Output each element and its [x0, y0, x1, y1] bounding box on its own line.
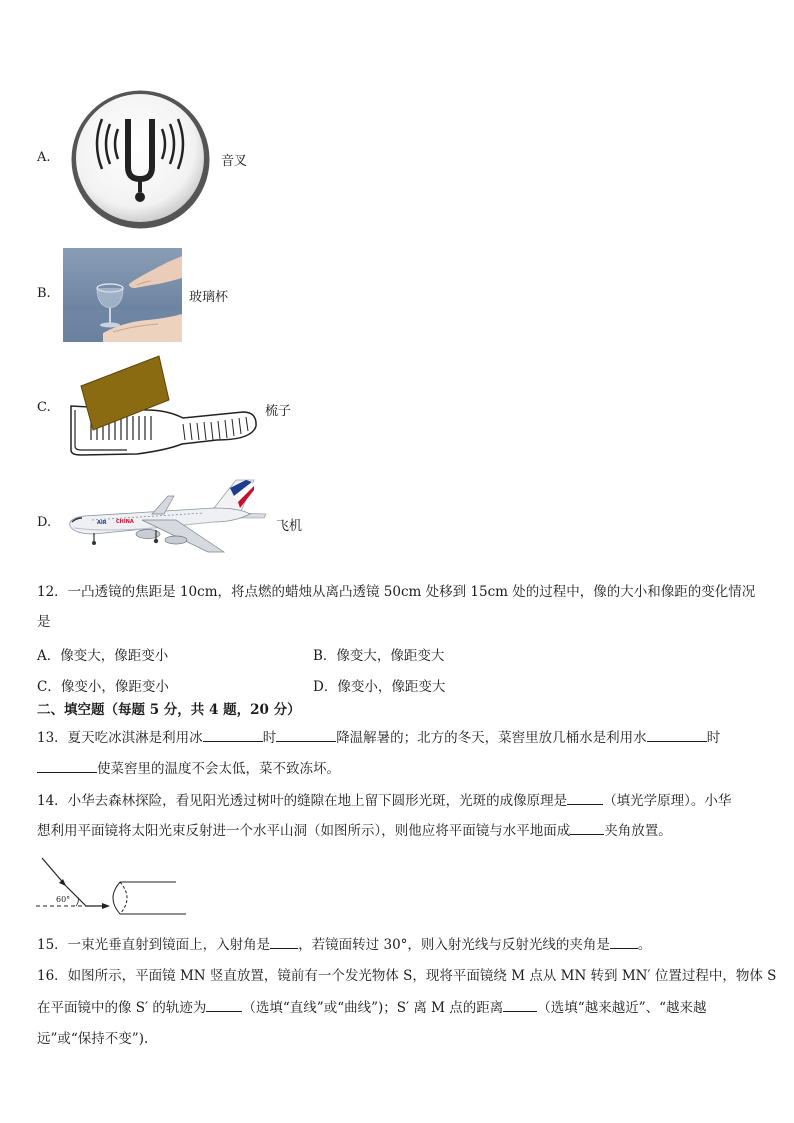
- q14-line2: [37, 820, 672, 841]
- q12-choice-c: C．像变小，像距变小: [37, 679, 169, 695]
- q14-line1: [37, 790, 731, 811]
- wine-glass-photo: [63, 248, 182, 342]
- q15-blank-2[interactable]: [610, 934, 638, 949]
- q12-choice-a: A．像变大，像距变小: [37, 648, 169, 664]
- q13-text-2: 时: [262, 730, 277, 746]
- q13-blank-1[interactable]: [203, 727, 263, 742]
- airplane-photo: [64, 478, 272, 554]
- comb-icon: [67, 354, 259, 458]
- q14-blank-1[interactable]: [567, 790, 603, 805]
- option-b-caption: 玻璃杯: [189, 290, 229, 305]
- q16-blank-2[interactable]: [503, 997, 537, 1012]
- q13-line2: [37, 758, 340, 779]
- q16-text-2: 在平面镜中的像 S′ 的轨迹为: [37, 1000, 207, 1016]
- q16-blank-1[interactable]: [206, 997, 242, 1012]
- q13-text-5: 使菜窖里的温度不会太低，菜不致冻坏。: [97, 761, 340, 777]
- q12-stem-line2: 是: [37, 614, 51, 630]
- option-c-letter: C.: [37, 400, 51, 415]
- q13-blank-3[interactable]: [647, 727, 707, 742]
- q12-choice-d: D．像变小，像距变大: [313, 679, 446, 695]
- q13-line1: [37, 727, 720, 748]
- section-2-title: 二、填空题（每题 5 分，共 4 题，20 分）: [37, 702, 301, 718]
- q16-line2: [37, 997, 707, 1018]
- q15-line1: [37, 934, 651, 955]
- option-d-caption: 飞机: [276, 519, 303, 534]
- q12-stem-line1: 12．一凸透镜的焦距是 10cm，将点燃的蜡烛从离凸透镜 50cm 处移到 15cm 处的过程中，像的大小和像距的变化情况: [37, 584, 756, 600]
- option-d-letter: D.: [37, 515, 52, 530]
- q13-blank-2[interactable]: [276, 727, 336, 742]
- q16-text-4: （选填“越来越近”、“越来越: [537, 1000, 707, 1016]
- q13-text-4: 时: [706, 730, 721, 746]
- q13-blank-4[interactable]: [37, 758, 97, 773]
- q15-text-3: 。: [637, 937, 652, 953]
- mirror-cave-diagram: [36, 852, 190, 920]
- svg-text:CHINA: CHINA: [116, 519, 134, 525]
- q16-line3: 远”或“保持不变”).: [37, 1031, 149, 1047]
- q16-text-3: （选填“直线”或“曲线”)；S′ 离 M 点的距离: [242, 1000, 504, 1016]
- q13-text-1: 13．夏天吃冰淇淋是利用冰: [37, 730, 203, 746]
- q14-blank-2[interactable]: [570, 820, 604, 835]
- option-c-caption: 梳子: [265, 404, 292, 419]
- tuning-fork-icon: [70, 89, 211, 230]
- q14-text-3: 想利用平面镜将太阳光束反射进一个水平山洞（如图所示），则他应将平面镜与水平地面成: [37, 823, 571, 839]
- q16-line1: 16．如图所示，平面镜 MN 竖直放置，镜前有一个发光物体 S，现将平面镜绕 M 点从 MN 转到 MN′ 位置过程中，物体 S: [37, 968, 777, 984]
- q14-text-2: （填光学原理）。小华: [603, 793, 732, 809]
- q14-text-1: 14．小华去森林探险，看见阳光透过树叶的缝隙在地上留下圆形光斑，光斑的成像原理是: [37, 793, 568, 809]
- option-a-letter: A.: [37, 150, 51, 165]
- option-a-caption: 音叉: [221, 154, 248, 169]
- svg-text:AIR: AIR: [97, 520, 107, 526]
- option-b-letter: B.: [37, 286, 51, 301]
- q12-choice-b: B．像变大，像距变大: [313, 648, 445, 664]
- angle-label: 60°: [56, 895, 71, 904]
- q13-text-3: 降温解暑的；北方的冬天，菜窖里放几桶水是利用水: [336, 730, 647, 746]
- q14-text-4: 夹角放置。: [604, 823, 672, 839]
- q15-text-1: 15．一束光垂直射到镜面上，入射角是: [37, 937, 271, 953]
- q15-blank-1[interactable]: [270, 934, 298, 949]
- q15-text-2: ，若镜面转过 30°，则入射光线与反射光线的夹角是: [298, 937, 610, 953]
